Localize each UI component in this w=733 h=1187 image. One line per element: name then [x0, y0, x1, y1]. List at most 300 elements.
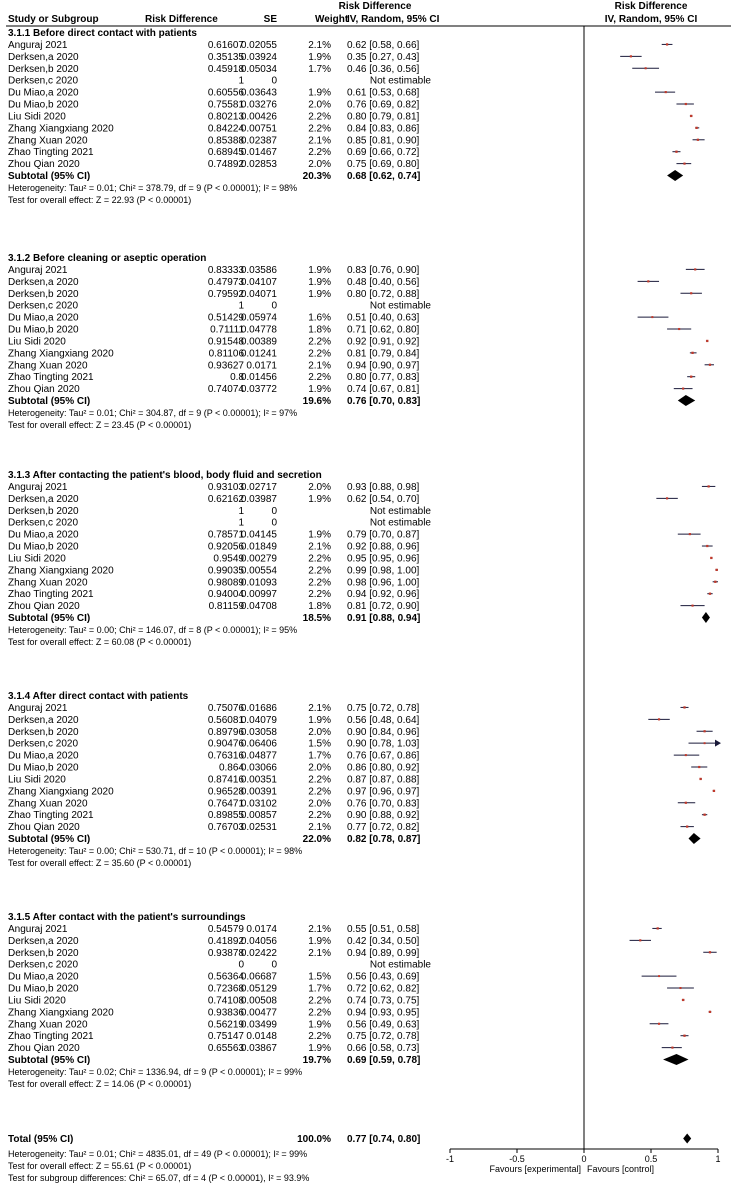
weight: 1.9% — [308, 87, 331, 99]
risk-difference: 0.99035 — [207, 565, 244, 577]
weight: 2.2% — [308, 995, 331, 1007]
ci-arrow — [715, 740, 721, 747]
standard-error: 0.0171 — [246, 360, 277, 372]
estimate-square — [706, 545, 708, 547]
standard-error: 0.02717 — [240, 481, 277, 493]
total-ci: 0.77 [0.74, 0.80] — [347, 1134, 421, 1145]
estimate-square — [658, 975, 660, 977]
header-rd: Risk Difference — [145, 14, 218, 25]
risk-difference: 0.76703 — [207, 822, 244, 834]
estimate-square — [709, 364, 711, 366]
standard-error: 0.04145 — [240, 529, 277, 541]
weight: 2.2% — [308, 774, 331, 786]
weight: 2.2% — [308, 577, 331, 589]
standard-error: 0.01093 — [240, 577, 277, 589]
study-name: Zhou Qian 2020 — [8, 384, 80, 396]
risk-difference: 0.93103 — [207, 481, 244, 493]
subtotal-weight: 18.5% — [302, 613, 331, 625]
study-name: Zhao Tingting 2021 — [8, 589, 94, 601]
weight: 2.0% — [308, 726, 331, 738]
estimate-square — [647, 280, 649, 282]
x-tick-label: 0.5 — [644, 1154, 658, 1164]
risk-difference: 0.9549 — [213, 553, 244, 565]
standard-error: 0.01241 — [240, 348, 277, 360]
standard-error: 0.00477 — [240, 1007, 277, 1019]
study-name: Zhao Tingting 2021 — [8, 147, 94, 159]
study-name: Liu Sidi 2020 — [8, 111, 66, 123]
weight: 1.9% — [308, 276, 331, 288]
estimate-square — [685, 103, 687, 105]
risk-difference: 0.93627 — [207, 360, 244, 372]
risk-difference: 0.90476 — [207, 738, 244, 750]
estimate-square — [699, 778, 701, 780]
estimate-square — [709, 1011, 711, 1013]
subtotal-diamond — [702, 612, 710, 623]
study-name: Derksen,b 2020 — [8, 288, 79, 300]
subgroup-title: 3.1.2 Before cleaning or aseptic operation — [8, 253, 207, 264]
weight: 1.9% — [308, 529, 331, 541]
study-name: Zhao Tingting 2021 — [8, 810, 94, 822]
ci-text: 0.76 [0.69, 0.82] — [347, 99, 420, 111]
study-name: Anguraj 2021 — [8, 702, 68, 714]
subtotal-weight: 22.0% — [302, 834, 331, 846]
weight: 2.2% — [308, 810, 331, 822]
ci-text: 0.97 [0.96, 0.97] — [347, 786, 420, 798]
ci-text: Not estimable — [369, 505, 431, 517]
ci-text: 0.75 [0.72, 0.78] — [347, 1031, 420, 1043]
x-tick-label: -0.5 — [509, 1154, 525, 1164]
weight: 2.1% — [308, 39, 331, 51]
subtotal-ci: 0.82 [0.78, 0.87] — [347, 834, 421, 846]
ci-text: 0.62 [0.58, 0.66] — [347, 39, 420, 51]
weight: 2.2% — [308, 336, 331, 348]
standard-error: 0.04877 — [240, 750, 277, 762]
ci-text: 0.90 [0.78, 1.03] — [347, 738, 420, 750]
risk-difference: 0.94004 — [207, 589, 244, 601]
subtotal-label: Subtotal (95% CI) — [8, 1055, 91, 1067]
ci-text: 0.77 [0.72, 0.82] — [347, 822, 420, 834]
weight: 2.1% — [308, 135, 331, 147]
risk-difference: 0.93836 — [207, 1007, 244, 1019]
ci-text: 0.56 [0.48, 0.64] — [347, 714, 420, 726]
risk-difference: 0.65563 — [207, 1043, 244, 1055]
estimate-square — [630, 55, 632, 57]
ci-text: Not estimable — [369, 300, 431, 312]
study-name: Anguraj 2021 — [8, 923, 68, 935]
estimate-square — [686, 825, 688, 827]
weight: 1.8% — [308, 324, 331, 336]
subtotal-label: Subtotal (95% CI) — [8, 171, 91, 183]
ci-text: 0.56 [0.49, 0.63] — [347, 1019, 420, 1031]
risk-difference: 0 — [238, 959, 244, 971]
weight: 1.6% — [308, 312, 331, 324]
weight: 2.0% — [308, 99, 331, 111]
risk-difference: 0.74108 — [207, 995, 244, 1007]
weight: 1.7% — [308, 983, 331, 995]
weight: 2.1% — [308, 947, 331, 959]
heterogeneity-text: Heterogeneity: Tau² = 0.01; Chi² = 378.79, df = 9 (P < 0.00001); I² = 98% — [8, 182, 298, 193]
total-weight: 100.0% — [297, 1134, 331, 1145]
risk-difference: 0.74892 — [207, 159, 244, 171]
estimate-square — [683, 1035, 685, 1037]
total-overall-effect-text: Test for overall effect: Z = 55.61 (P < 0.00001) — [8, 1161, 192, 1171]
standard-error: 0 — [271, 300, 277, 312]
risk-difference: 0.71111 — [210, 324, 244, 336]
weight: 1.9% — [308, 288, 331, 300]
risk-difference: 1 — [238, 517, 244, 529]
estimate-square — [698, 766, 700, 768]
risk-difference: 0.96528 — [207, 786, 244, 798]
standard-error: 0.02531 — [240, 822, 277, 834]
standard-error: 0.03102 — [240, 798, 277, 810]
standard-error: 0.04056 — [240, 935, 277, 947]
heterogeneity-text: Heterogeneity: Tau² = 0.00; Chi² = 530.71, df = 10 (P < 0.00001); I² = 98% — [8, 845, 303, 856]
risk-difference: 1 — [238, 505, 244, 517]
risk-difference: 0.89855 — [207, 810, 244, 822]
weight: 1.9% — [308, 51, 331, 63]
risk-difference: 0.91548 — [207, 336, 244, 348]
overall-effect-text: Test for overall effect: Z = 23.45 (P < 0.00001) — [8, 419, 192, 430]
standard-error: 0.01467 — [240, 147, 277, 159]
study-name: Du Miao,b 2020 — [8, 99, 79, 111]
ci-text: 0.94 [0.89, 0.99] — [347, 947, 420, 959]
weight: 2.1% — [308, 541, 331, 553]
standard-error: 0.02422 — [240, 947, 277, 959]
estimate-square — [658, 1023, 660, 1025]
ci-text: 0.69 [0.66, 0.72] — [347, 147, 420, 159]
estimate-square — [709, 951, 711, 953]
standard-error: 0.04778 — [240, 324, 277, 336]
standard-error: 0.03276 — [240, 99, 277, 111]
ci-text: 0.94 [0.90, 0.97] — [347, 360, 420, 372]
standard-error: 0.03987 — [240, 493, 277, 505]
study-name: Liu Sidi 2020 — [8, 995, 66, 1007]
standard-error: 0.04708 — [240, 601, 277, 613]
standard-error: 0.03066 — [240, 762, 277, 774]
study-name: Zhou Qian 2020 — [8, 159, 80, 171]
header-weight: Weight — [315, 14, 349, 25]
estimate-square — [713, 790, 715, 792]
risk-difference: 0.92056 — [207, 541, 244, 553]
study-name: Derksen,a 2020 — [8, 493, 79, 505]
standard-error: 0.00279 — [240, 553, 277, 565]
risk-difference: 0.75581 — [207, 99, 244, 111]
risk-difference: 0.76316 — [207, 750, 244, 762]
study-name: Derksen,a 2020 — [8, 935, 79, 947]
study-name: Derksen,c 2020 — [8, 738, 79, 750]
study-name: Zhang Xiangxiang 2020 — [8, 786, 114, 798]
x-tick-label: 1 — [715, 1154, 721, 1164]
estimate-square — [695, 127, 697, 129]
standard-error: 0.04079 — [240, 714, 277, 726]
standard-error: 0.03924 — [240, 51, 277, 63]
weight: 2.2% — [308, 589, 331, 601]
ci-text: 0.92 [0.88, 0.96] — [347, 541, 420, 553]
weight: 1.9% — [308, 1019, 331, 1031]
subtotal-ci: 0.91 [0.88, 0.94] — [347, 613, 421, 625]
standard-error: 0.03499 — [240, 1019, 277, 1031]
weight: 2.0% — [308, 762, 331, 774]
risk-difference: 0.56364 — [207, 971, 244, 983]
risk-difference: 0.83333 — [207, 264, 244, 276]
x-tick-label: 0 — [581, 1154, 587, 1164]
study-name: Anguraj 2021 — [8, 39, 68, 51]
overall-effect-text: Test for overall effect: Z = 60.08 (P < 0.00001) — [8, 636, 192, 647]
subgroup-title: 3.1.4 After direct contact with patients — [8, 691, 189, 702]
estimate-square — [678, 328, 680, 330]
standard-error: 0.02387 — [240, 135, 277, 147]
study-name: Anguraj 2021 — [8, 264, 68, 276]
subtotal-weight: 19.6% — [302, 396, 331, 408]
total-heterogeneity-text: Heterogeneity: Tau² = 0.01; Chi² = 4835.01, df = 49 (P < 0.00001); I² = 99% — [8, 1149, 308, 1159]
estimate-square — [685, 802, 687, 804]
study-name: Zhao Tingting 2021 — [8, 1031, 94, 1043]
study-name: Derksen,b 2020 — [8, 505, 79, 517]
ci-text: 0.35 [0.27, 0.43] — [347, 51, 420, 63]
standard-error: 0.05034 — [240, 63, 277, 75]
estimate-square — [697, 139, 699, 141]
study-name: Zhang Xiangxiang 2020 — [8, 1007, 114, 1019]
estimate-square — [710, 557, 712, 559]
weight: 2.2% — [308, 553, 331, 565]
ci-text: 0.61 [0.53, 0.68] — [347, 87, 420, 99]
estimate-square — [658, 718, 660, 720]
standard-error: 0.00389 — [240, 336, 277, 348]
study-name: Zhang Xuan 2020 — [8, 798, 88, 810]
subtotal-diamond — [663, 1054, 688, 1065]
weight: 1.9% — [308, 264, 331, 276]
estimate-square — [691, 605, 693, 607]
weight: 1.5% — [308, 738, 331, 750]
weight: 2.1% — [308, 702, 331, 714]
overall-effect-text: Test for overall effect: Z = 22.93 (P < 0.00001) — [8, 194, 192, 205]
ci-text: 0.72 [0.62, 0.82] — [347, 983, 420, 995]
heterogeneity-text: Heterogeneity: Tau² = 0.02; Chi² = 1336.94, df = 9 (P < 0.00001); I² = 99% — [8, 1066, 303, 1077]
standard-error: 0.00857 — [240, 810, 277, 822]
ci-text: 0.48 [0.40, 0.56] — [347, 276, 420, 288]
subtotal-label: Subtotal (95% CI) — [8, 613, 91, 625]
risk-difference: 0.74074 — [207, 384, 244, 396]
estimate-square — [689, 533, 691, 535]
estimate-square — [683, 706, 685, 708]
risk-difference: 0.56081 — [207, 714, 244, 726]
estimate-square — [639, 939, 641, 941]
ci-text: 0.90 [0.88, 0.92] — [347, 810, 420, 822]
estimate-square — [651, 316, 653, 318]
risk-difference: 0.85388 — [207, 135, 244, 147]
study-name: Zhang Xuan 2020 — [8, 577, 88, 589]
ci-text: 0.83 [0.76, 0.90] — [347, 264, 420, 276]
weight: 1.5% — [308, 971, 331, 983]
ci-text: 0.74 [0.73, 0.75] — [347, 995, 420, 1007]
total-diamond — [683, 1134, 691, 1144]
ci-text: 0.84 [0.83, 0.86] — [347, 123, 420, 135]
subtotal-ci: 0.76 [0.70, 0.83] — [347, 396, 421, 408]
subtotal-ci: 0.69 [0.59, 0.78] — [347, 1055, 421, 1067]
standard-error: 0 — [271, 517, 277, 529]
study-name: Zhang Xuan 2020 — [8, 135, 88, 147]
subtotal-diamond — [678, 395, 695, 406]
ci-text: 0.94 [0.92, 0.96] — [347, 589, 420, 601]
ci-text: 0.98 [0.96, 1.00] — [347, 577, 420, 589]
subtotal-diamond — [689, 833, 701, 844]
ci-text: 0.93 [0.88, 0.98] — [347, 481, 420, 493]
ci-text: 0.66 [0.58, 0.73] — [347, 1043, 420, 1055]
ci-text: 0.56 [0.43, 0.69] — [347, 971, 420, 983]
subgroup-title: 3.1.5 After contact with the patient's surroundings — [8, 912, 246, 923]
weight: 1.9% — [308, 493, 331, 505]
standard-error: 0.03586 — [240, 264, 277, 276]
study-name: Du Miao,b 2020 — [8, 541, 79, 553]
risk-difference: 0.76471 — [207, 798, 244, 810]
study-name: Du Miao,a 2020 — [8, 971, 79, 983]
study-name: Zhang Xiangxiang 2020 — [8, 565, 114, 577]
study-name: Derksen,a 2020 — [8, 714, 79, 726]
estimate-square — [685, 754, 687, 756]
weight: 2.2% — [308, 786, 331, 798]
standard-error: 0 — [271, 75, 277, 87]
standard-error: 0.03772 — [240, 384, 277, 396]
standard-error: 0.03867 — [240, 1043, 277, 1055]
standard-error: 0.02055 — [240, 39, 277, 51]
standard-error: 0.00391 — [240, 786, 277, 798]
standard-error: 0.00351 — [240, 774, 277, 786]
subtotal-weight: 19.7% — [302, 1055, 331, 1067]
weight: 2.2% — [308, 565, 331, 577]
risk-difference: 0.41892 — [207, 935, 244, 947]
ci-text: Not estimable — [369, 517, 431, 529]
risk-difference: 0.81106 — [208, 348, 244, 360]
weight: 2.1% — [308, 923, 331, 935]
risk-difference: 0.62162 — [207, 493, 244, 505]
study-name: Liu Sidi 2020 — [8, 774, 66, 786]
estimate-square — [675, 151, 677, 153]
study-name: Zhang Xiangxiang 2020 — [8, 123, 114, 135]
header-ci-bottom: IV, Random, 95% CI — [347, 14, 440, 25]
estimate-square — [690, 115, 692, 117]
risk-difference: 0.864 — [218, 762, 244, 774]
subtotal-label: Subtotal (95% CI) — [8, 834, 91, 846]
study-name: Zhou Qian 2020 — [8, 601, 80, 613]
standard-error: 0.0148 — [246, 1031, 277, 1043]
study-name: Zhang Xiangxiang 2020 — [8, 348, 114, 360]
risk-difference: 0.45918 — [207, 63, 244, 75]
study-name: Du Miao,b 2020 — [8, 762, 79, 774]
risk-difference: 0.60556 — [207, 87, 244, 99]
risk-difference: 0.98089 — [207, 577, 244, 589]
heterogeneity-text: Heterogeneity: Tau² = 0.00; Chi² = 146.07, df = 8 (P < 0.00001); I² = 95% — [8, 624, 298, 635]
header-se: SE — [263, 14, 277, 25]
study-name: Derksen,a 2020 — [8, 276, 79, 288]
estimate-square — [679, 987, 681, 989]
ci-text: 0.75 [0.72, 0.78] — [347, 702, 420, 714]
ci-text: 0.42 [0.34, 0.50] — [347, 935, 420, 947]
weight: 1.8% — [308, 601, 331, 613]
risk-difference: 0.93878 — [207, 947, 244, 959]
header-plot-top: Risk Difference — [614, 1, 688, 12]
standard-error: 0.01849 — [240, 541, 277, 553]
weight: 2.0% — [308, 481, 331, 493]
risk-difference: 0.56219 — [207, 1019, 244, 1031]
standard-error: 0.00508 — [240, 995, 277, 1007]
heterogeneity-text: Heterogeneity: Tau² = 0.01; Chi² = 304.87, df = 9 (P < 0.00001); I² = 97% — [8, 407, 298, 418]
ci-text: 0.92 [0.91, 0.92] — [347, 336, 420, 348]
risk-difference: 0.89796 — [207, 726, 244, 738]
weight: 2.1% — [308, 360, 331, 372]
estimate-square — [706, 340, 708, 342]
overall-effect-text: Test for overall effect: Z = 35.60 (P < 0.00001) — [8, 857, 192, 868]
study-name: Du Miao,a 2020 — [8, 529, 79, 541]
weight: 2.0% — [308, 798, 331, 810]
subtotal-ci: 0.68 [0.62, 0.74] — [347, 171, 421, 183]
standard-error: 0.03058 — [240, 726, 277, 738]
weight: 2.0% — [308, 159, 331, 171]
risk-difference: 0.79592 — [207, 288, 244, 300]
risk-difference: 0.72368 — [207, 983, 244, 995]
risk-difference: 0.87416 — [207, 774, 244, 786]
study-name: Zhou Qian 2020 — [8, 822, 80, 834]
weight: 1.9% — [308, 1043, 331, 1055]
risk-difference: 0.35135 — [207, 51, 244, 63]
estimate-square — [716, 569, 718, 571]
ci-text: Not estimable — [369, 959, 431, 971]
header-plot-bottom: IV, Random, 95% CI — [604, 14, 698, 25]
risk-difference: 0.75076 — [207, 702, 244, 714]
study-name: Derksen,c 2020 — [8, 959, 79, 971]
estimate-square — [671, 1047, 673, 1049]
estimate-square — [665, 91, 667, 93]
ci-text: 0.99 [0.98, 1.00] — [347, 565, 420, 577]
estimate-square — [690, 292, 692, 294]
standard-error: 0.06687 — [240, 971, 277, 983]
risk-difference: 0.81159 — [208, 601, 244, 613]
risk-difference: 0.84224 — [207, 123, 244, 135]
ci-text: Not estimable — [369, 75, 431, 87]
study-name: Derksen,c 2020 — [8, 300, 79, 312]
standard-error: 0.00751 — [240, 123, 277, 135]
subgroup-title: 3.1.3 After contacting the patient's blood, body fluid and secretion — [8, 470, 322, 481]
estimate-square — [690, 376, 692, 378]
weight: 1.7% — [308, 750, 331, 762]
weight: 2.2% — [308, 1031, 331, 1043]
x-tick-label: -1 — [445, 1154, 455, 1164]
favours-experimental-label: Favours [experimental] — [489, 1164, 581, 1174]
study-name: Du Miao,a 2020 — [8, 750, 79, 762]
standard-error: 0.00554 — [240, 565, 277, 577]
estimate-square — [682, 388, 684, 390]
risk-difference: 0.75147 — [207, 1031, 244, 1043]
study-name: Zhang Xuan 2020 — [8, 360, 88, 372]
study-name: Anguraj 2021 — [8, 481, 68, 493]
risk-difference: 0.68945 — [207, 147, 244, 159]
ci-text: 0.80 [0.77, 0.83] — [347, 372, 420, 384]
risk-difference: 0.78571 — [207, 529, 244, 541]
weight: 2.2% — [308, 1007, 331, 1019]
estimate-square — [704, 730, 706, 732]
standard-error: 0.05974 — [240, 312, 277, 324]
risk-difference: 0.54579 — [207, 923, 244, 935]
standard-error: 0 — [271, 959, 277, 971]
estimate-square — [694, 268, 696, 270]
risk-difference: 1 — [238, 300, 244, 312]
header-study: Study or Subgroup — [8, 14, 99, 25]
ci-text: 0.76 [0.70, 0.83] — [347, 798, 420, 810]
favours-control-label: Favours [control] — [587, 1164, 655, 1174]
standard-error: 0.04107 — [240, 276, 277, 288]
study-name: Derksen,b 2020 — [8, 947, 79, 959]
subgroup-title: 3.1.1 Before direct contact with patients — [8, 28, 197, 39]
ci-text: 0.85 [0.81, 0.90] — [347, 135, 420, 147]
